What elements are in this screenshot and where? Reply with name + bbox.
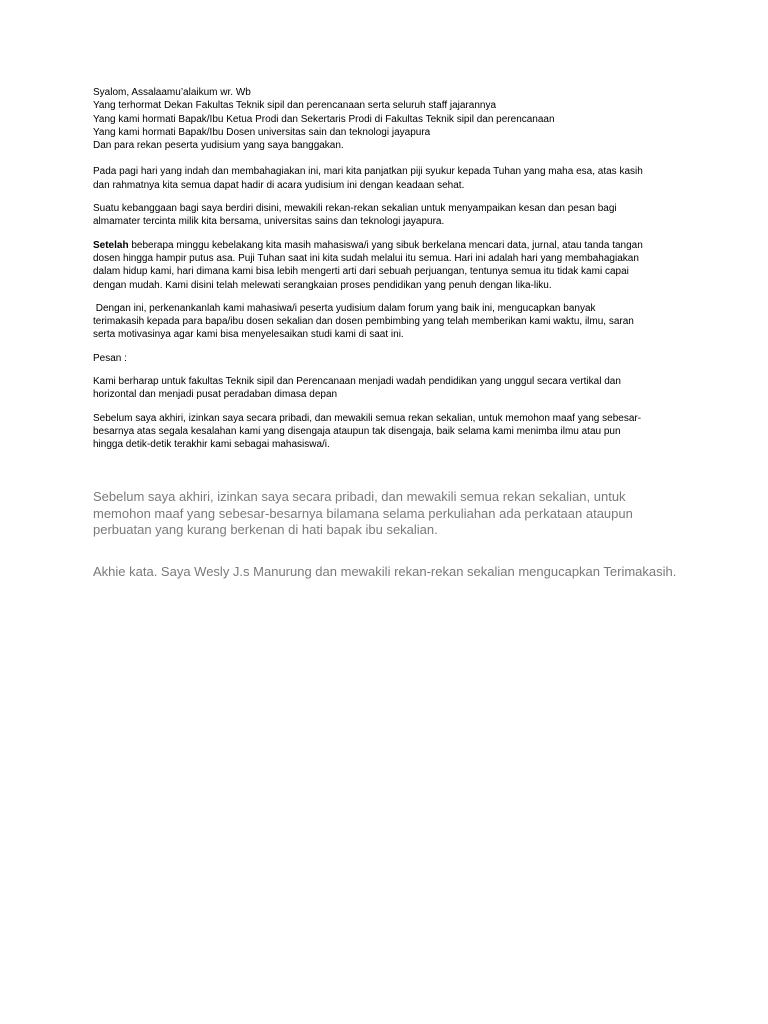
paragraph-line: perbuatan yang kurang berkenan di hati bapak ibu sekalian. (93, 522, 438, 537)
closing-paragraph (93, 412, 683, 452)
greeting-line: Yang terhormat Dekan Fakultas Teknik sipil dan perencanaan serta seluruh staff jajarannya (93, 100, 497, 112)
paragraph-line: Pada pagi hari yang indah dan membahagiakan ini, mari kita panjatkan piji syukur kepada Tuhan yang maha esa, atas kasih (93, 166, 643, 178)
line-rest: beberapa minggu kebelakang kita masih mahasiswa/i yang sibuk berkelana mencari data, jurnal, atau tanda tangan (128, 239, 643, 251)
paragraph-line: dan rahmatnya kita semua dapat hadir di acara yudisium ini dengan keadaan sehat. (93, 179, 465, 191)
apology-paragraph (93, 489, 693, 539)
paragraph-line: Dengan ini, perkenankanlah kami mahasiwa/i peserta yudisium dalam forum yang baik ini, mengucapkan banyak (93, 302, 596, 314)
greeting-block (93, 86, 683, 152)
paragraph-line: hingga detik-detik terakhir kami sebagai mahasiswa/i. (93, 439, 330, 451)
paragraph-line: dalam hidup kami, hari dimana kami bisa lebih mengerti arti dari sebuah perjuangan, tentunya semua itu tidak kami capai (93, 266, 629, 278)
greeting-line: Yang kami hormati Bapak/Ibu Ketua Prodi dan Sekertaris Prodi di Fakultas Teknik sipil dan perencanaan (93, 113, 555, 125)
paragraph-line: horizontal dan menjadi pusat peradaban dimasa depan (93, 389, 338, 401)
paragraph-line: Sebelum saya akhiri, izinkan saya secara pribadi, dan mewakili semua rekan sekalian, untuk memohon maaf yang sebesar- (93, 412, 642, 424)
paragraph-line: memohon maaf yang sebesar-besarnya bilamana selama perkuliahan ada perkataan ataupun (93, 505, 633, 521)
greeting-line: Syalom, Assalaamu’alaikum wr. Wb (93, 87, 251, 98)
paragraph-line: dengan mudah. Kami disini telah melewati serangkaian proses pendidikan yang penuh dengan lika-liku. (93, 279, 552, 291)
setelah-paragraph (93, 239, 683, 292)
final-words-paragraph (93, 564, 693, 581)
paragraph-line (93, 239, 683, 252)
opening-paragraph (93, 165, 683, 192)
pride-paragraph (93, 202, 683, 229)
paragraph-line: Pesan : (93, 352, 127, 364)
paragraph-line: Suatu kebanggaan bagi saya berdiri disini, mewakili rekan-rekan sekalian untuk menyampaikan kesan dan pesan bagi (93, 203, 617, 215)
paragraph-line: almamater tercinta milik kita bersama, universitas sains dan teknologi jayapura. (93, 216, 445, 228)
pesan-paragraph (93, 375, 683, 402)
bold-word: Setelah (93, 239, 129, 251)
paragraph-line: Kami berharap untuk fakultas Teknik sipil dan Perencanaan menjadi wadah pendidikan yang unggul secara vertikal dan (93, 376, 621, 388)
paragraph-line: besarnya atas segala kesalahan kami yang disengaja ataupun tak disengaja, baik selama kami menimba ilmu atau pun (93, 425, 621, 437)
paragraph-line: serta motivasinya agar kami bisa menyelesaikan studi kami di saat ini. (93, 329, 404, 341)
pesan-label (93, 352, 683, 365)
paragraph-line: Sebelum saya akhiri, izinkan saya secara pribadi, dan mewakili semua rekan sekalian, untuk (93, 489, 626, 504)
greeting-line: Yang kami hormati Bapak/Ibu Dosen universitas sain dan teknologi jayapura (93, 126, 431, 138)
thanks-paragraph (93, 302, 683, 342)
paragraph-line: dosen hingga hampir putus asa. Puji Tuhan saat ini kita sudah melalui itu semua. Hari ini adalah hari yang membahagiakan (93, 252, 639, 264)
speech-body (93, 86, 683, 452)
paragraph-line: Akhie kata. Saya Wesly J.s Manurung dan mewakili rekan-rekan sekalian mengucapkan Terimakasih. (93, 564, 677, 579)
paragraph-line: terimakasih kepada para bapa/ibu dosen sekalian dan dosen pembimbing yang telah memberikan kami waktu, ilmu, saran (93, 316, 634, 328)
greeting-line: Dan para rekan peserta yudisium yang saya banggakan. (93, 140, 344, 152)
